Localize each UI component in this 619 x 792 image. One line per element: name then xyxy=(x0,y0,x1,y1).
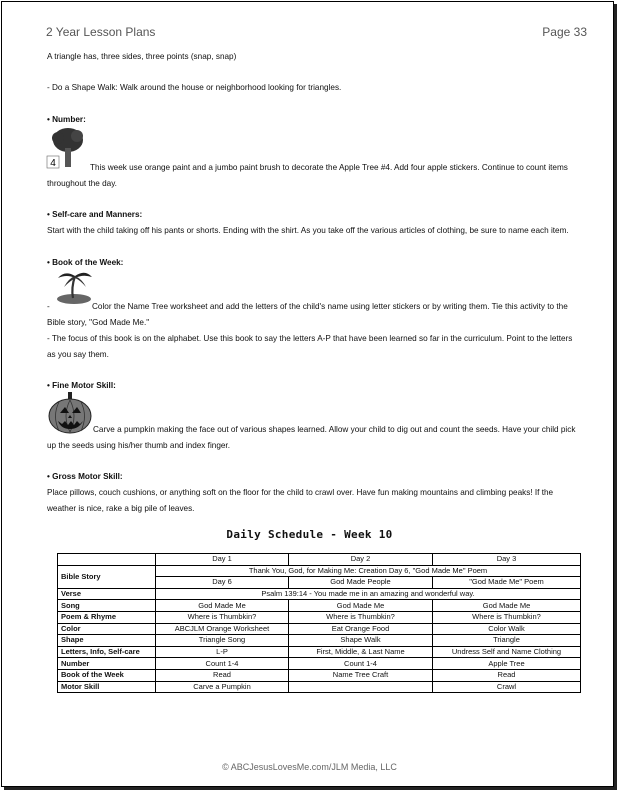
table-corner-cell xyxy=(58,554,156,566)
bible-story-span: Thank You, God, for Making Me: Creation Day 6, "God Made Me" Poem xyxy=(156,565,581,577)
number-heading: • Number: xyxy=(47,115,86,124)
table-cell: Where is Thumbkin? xyxy=(156,611,289,623)
apple-tree-number: 4 xyxy=(50,158,56,169)
schedule-title: Daily Schedule - Week 10 xyxy=(226,528,393,541)
table-cell: Triangle Song xyxy=(156,635,289,647)
book-text-4: as you say them. xyxy=(47,350,109,359)
schedule-table xyxy=(57,553,581,693)
table-row xyxy=(58,623,581,635)
apple-tree-icon xyxy=(46,126,86,170)
footer-copyright: © ABCJesusLovesMe.com/JLM Media, LLC xyxy=(222,762,397,772)
table-cell: L-P xyxy=(156,646,289,658)
number-text-2: throughout the day. xyxy=(47,179,117,188)
table-cell: Crawl xyxy=(433,681,581,693)
table-row xyxy=(58,600,581,612)
book-text-2: Bible story, "God Made Me." xyxy=(47,318,150,327)
table-cell: Name Tree Craft xyxy=(289,669,433,681)
table-cell: First, Middle, & Last Name xyxy=(289,646,433,658)
row-label: Book of the Week xyxy=(58,669,156,681)
table-cell: Eat Orange Food xyxy=(289,623,433,635)
gross-motor-text-2: weather is nice, rake a big pile of leaves. xyxy=(47,504,195,513)
table-cell: Read xyxy=(156,669,289,681)
gross-motor-heading: • Gross Motor Skill: xyxy=(47,472,123,481)
table-row xyxy=(58,611,581,623)
table-cell: Where is Thumbkin? xyxy=(289,611,433,623)
table-cell: Undress Self and Name Clothing xyxy=(433,646,581,658)
verse-label: Verse xyxy=(58,588,156,600)
pumpkin-icon xyxy=(47,391,93,435)
table-cell: Read xyxy=(433,669,581,681)
table-cell: Color Walk xyxy=(433,623,581,635)
table-row xyxy=(58,588,581,600)
table-cell: ABCJLM Orange Worksheet xyxy=(156,623,289,635)
day-3-header: Day 3 xyxy=(433,554,581,566)
table-cell xyxy=(289,681,433,693)
island-icon xyxy=(55,266,95,306)
row-label: Shape xyxy=(58,635,156,647)
row-label: Number xyxy=(58,658,156,670)
bible-day-2: God Made People xyxy=(289,577,433,589)
row-label: Letters, Info, Self-care xyxy=(58,646,156,658)
bible-day-3: "God Made Me" Poem xyxy=(433,577,581,589)
table-row xyxy=(58,565,581,577)
row-label: Motor Skill xyxy=(58,681,156,693)
selfcare-text: Start with the child taking off his pants or shorts. Ending with the shirt. As you take off the various articles of clothing, be sure to name each item. xyxy=(47,226,569,235)
fine-motor-heading: • Fine Motor Skill: xyxy=(47,381,116,390)
day-1-header: Day 1 xyxy=(156,554,289,566)
book-text-3: - The focus of this book is on the alphabet. Use this book to say the letters A-P that have been learned so far in the curriculum. Point to the letters xyxy=(47,334,573,343)
verse-text: Psalm 139:14 - You made me in an amazing and wonderful way. xyxy=(156,588,581,600)
selfcare-heading: • Self-care and Manners: xyxy=(47,210,143,219)
table-row xyxy=(58,635,581,647)
book-heading: • Book of the Week: xyxy=(47,258,124,267)
table-cell: Triangle xyxy=(433,635,581,647)
row-label: Poem & Rhyme xyxy=(58,611,156,623)
bible-day-1: Day 6 xyxy=(156,577,289,589)
fine-motor-text-2: up the seeds using his/her thumb and index finger. xyxy=(47,441,230,450)
book-dash: - xyxy=(47,302,50,311)
shape-walk-line: - Do a Shape Walk: Walk around the house or neighborhood looking for triangles. xyxy=(47,83,342,92)
number-text-1: This week use orange paint and a jumbo paint brush to decorate the Apple Tree #4. Add four apple stickers. Continue to count items xyxy=(90,163,568,172)
table-cell: God Made Me xyxy=(289,600,433,612)
table-row xyxy=(58,681,581,693)
bible-story-label: Bible Story xyxy=(58,565,156,588)
table-row xyxy=(58,646,581,658)
table-cell: God Made Me xyxy=(433,600,581,612)
table-cell: Shape Walk xyxy=(289,635,433,647)
table-row xyxy=(58,658,581,670)
book-text-1: Color the Name Tree worksheet and add the letters of the child's name using letter stickers or by writing them. Tie this activity to the xyxy=(92,302,568,311)
table-cell: Carve a Pumpkin xyxy=(156,681,289,693)
table-cell: Apple Tree xyxy=(433,658,581,670)
table-row xyxy=(58,669,581,681)
table-cell: Count 1-4 xyxy=(289,658,433,670)
fine-motor-text-1: Carve a pumpkin making the face out of various shapes learned. Allow your child to dig out and count the seeds. Have your child pick xyxy=(93,425,576,434)
triangle-line: A triangle has, three sides, three points (snap, snap) xyxy=(47,52,237,61)
table-cell: Where is Thumbkin? xyxy=(433,611,581,623)
day-2-header: Day 2 xyxy=(289,554,433,566)
row-label: Color xyxy=(58,623,156,635)
gross-motor-text-1: Place pillows, couch cushions, or anything soft on the floor for the child to crawl over. Have fun making mountains and climbing peaks! If the xyxy=(47,488,554,497)
page-number: Page 33 xyxy=(542,25,587,39)
table-header-row xyxy=(58,554,581,566)
header-title: 2 Year Lesson Plans xyxy=(46,25,156,39)
table-cell: Count 1-4 xyxy=(156,658,289,670)
table-cell: God Made Me xyxy=(156,600,289,612)
row-label: Song xyxy=(58,600,156,612)
